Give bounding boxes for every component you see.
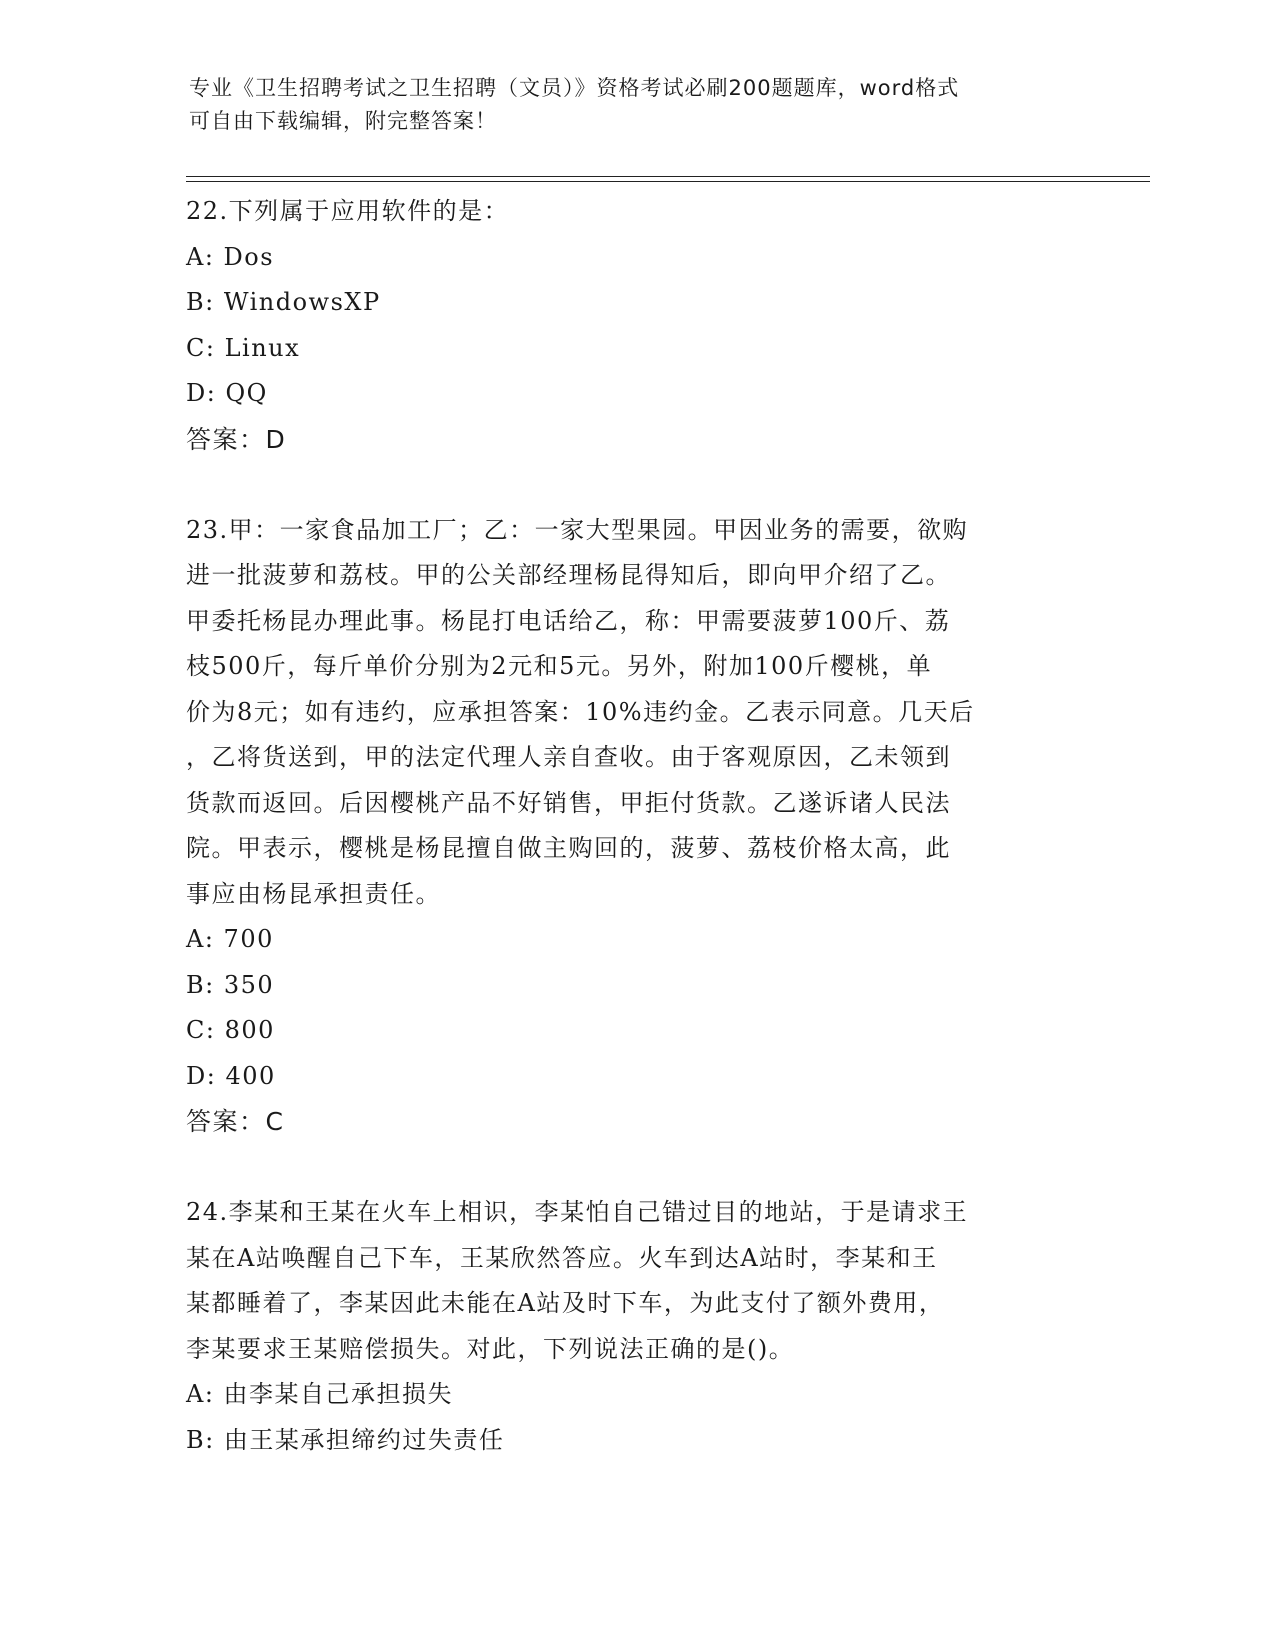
question-stem-line: 价为8元；如有违约，应承担答案：10%违约金。乙表示同意。几天后 <box>186 697 975 726</box>
question-stem-line: 事应由杨昆承担责任。 <box>186 879 441 908</box>
question-stem-line: 货款而返回。后因樱桃产品不好销售，甲拒付货款。乙遂诉诸人民法 <box>186 788 951 817</box>
question-spacer <box>186 1145 1086 1191</box>
question-spacer <box>186 462 1086 508</box>
question-stem-line: 枝500斤，每斤单价分别为2元和5元。另外，附加100斤樱桃，单 <box>186 652 933 680</box>
header-divider-bottom <box>186 181 1150 182</box>
header-line-2: 可自由下载编辑，附完整答案！ <box>189 109 497 133</box>
answer-label: 答案：C <box>186 1107 285 1136</box>
option-c: C: Linux <box>186 333 301 362</box>
question-stem-line: 某在A站唤醒自己下车，王某欣然答应。火车到达A站时，李某和王 <box>186 1243 938 1272</box>
question-23 <box>186 508 1086 1145</box>
question-22 <box>186 189 1086 462</box>
option-d: D: 400 <box>186 1061 276 1090</box>
question-stem-line: 甲委托杨昆办理此事。杨昆打电话给乙，称：甲需要菠萝100斤、荔 <box>186 606 951 635</box>
question-stem-line: ，乙将货送到，甲的法定代理人亲自查收。由于客观原因，乙未领到 <box>186 743 951 771</box>
option-a: A: 由李某自己承担损失 <box>186 1380 454 1408</box>
option-d: D: QQ <box>186 379 268 407</box>
option-b: B: WindowsXP <box>186 288 381 316</box>
question-list <box>186 189 1086 1463</box>
option-b: B: 由王某承担缔约过失责任 <box>186 1425 505 1454</box>
question-stem-line: 22.下列属于应用软件的是： <box>186 197 510 225</box>
header-divider-top <box>186 176 1150 177</box>
question-stem-line: 某都睡着了，李某因此未能在A站及时下车，为此支付了额外费用， <box>186 1289 945 1317</box>
question-stem-line: 24.李某和王某在火车上相识，李某怕自己错过目的地站，于是请求王 <box>186 1198 969 1226</box>
question-stem-line: 23.甲：一家食品加工厂；乙：一家大型果园。甲因业务的需要，欲购 <box>186 515 969 544</box>
document-header <box>189 72 1069 138</box>
option-a: A: Dos <box>186 242 275 271</box>
header-line-1: 专业《卫生招聘考试之卫生招聘（文员）》资格考试必刷200题题库，word格式 <box>189 76 960 100</box>
question-stem-line: 院。甲表示，樱桃是杨昆擅自做主购回的，菠萝、荔枝价格太高，此 <box>186 834 951 862</box>
answer-label: 答案：D <box>186 424 287 454</box>
question-stem-line: 进一批菠萝和荔枝。甲的公关部经理杨昆得知后，即向甲介绍了乙。 <box>186 561 951 589</box>
question-stem-line: 李某要求王某赔偿损失。对此，下列说法正确的是()。 <box>186 1334 795 1363</box>
question-24 <box>186 1190 1086 1463</box>
option-a: A: 700 <box>186 925 274 953</box>
option-c: C: 800 <box>186 1016 275 1044</box>
option-b: B: 350 <box>186 970 275 999</box>
